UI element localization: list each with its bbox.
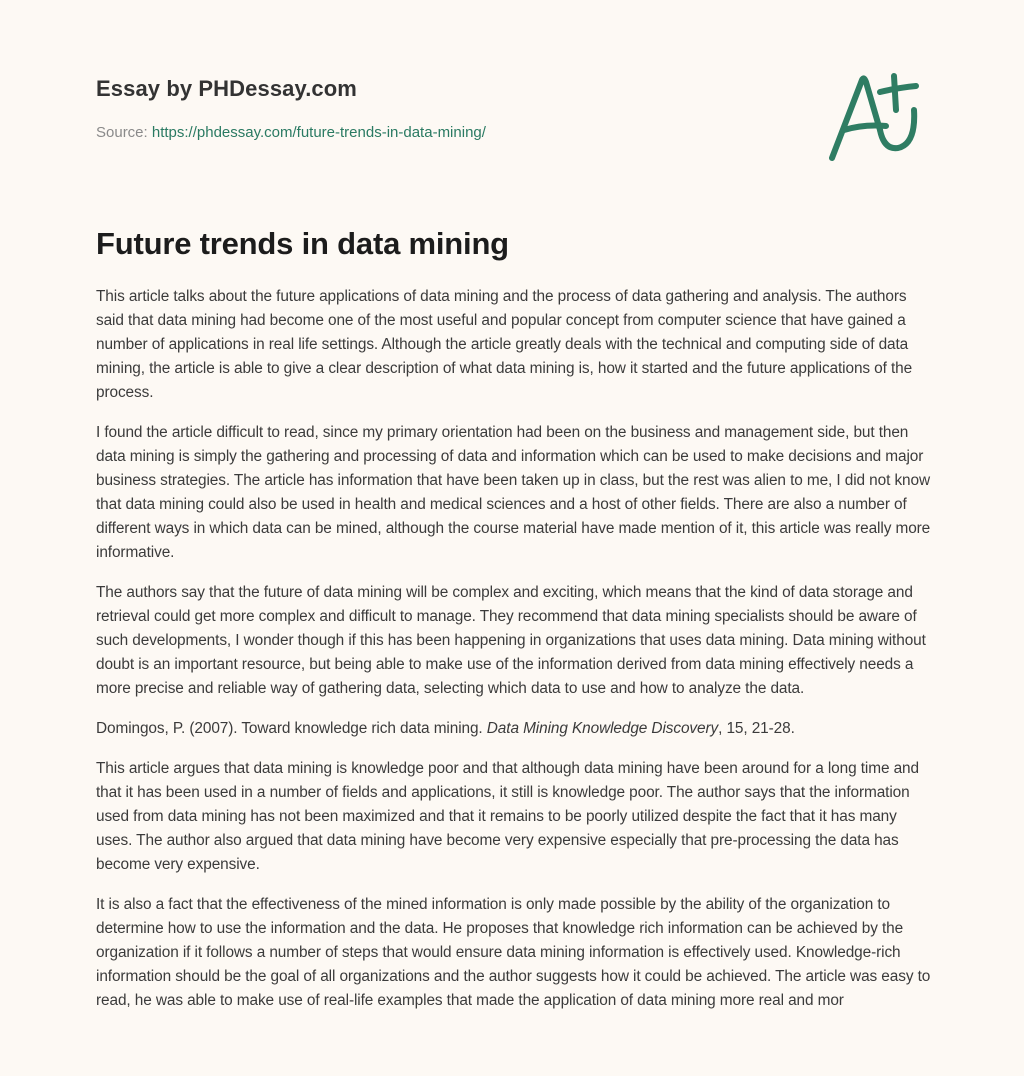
paragraph-1: This article talks about the future applications of data mining and the process of data gathering and analysis. The authors said that data mining had become one of the most useful and popular concept from computer science that have gained a number of applications in real life settings. Although the article greatly deals with the technical and computing side of data mining, the article is able to give a clear description of what data mining is, how it started and the future applications of the process. [96,288,913,401]
article-title: Future trends in data mining [96,226,509,261]
essay-page [96,0,936,1009]
brand-title: Essay by PHDessay.com [96,76,357,101]
paragraph-4: This article argues that data mining is knowledge poor and that although data mining have been around for a long time and that it has been used in a number of fields and applications, it still is knowledge poor. The author says that the information used from data mining has not been maximized and that it remains to be poorly utilized despite the fact that it has many uses. The author also argued that data mining have become very expensive especially that pre-processing the data has become very expensive. [96,760,919,873]
source-label: Source: [96,124,152,141]
article-body [96,285,936,1029]
citation [96,717,936,741]
source-line [96,124,486,141]
paragraph-2: I found the article difficult to read, since my primary orientation had been on the business and management side, but then data mining is simply the gathering and processing of data and information which can be used to make decisions and major business strategies. The article has information that have been taken up in class, but the rest was alien to me, I did not know that data mining could also be used in health and medical sciences and a host of other fields. There are also a number of different ways in which data can be mined, although the course material have made mention of it, this article was really more informative. [96,424,931,561]
citation-suffix: , 15, 21-28. [718,720,795,737]
a-plus-grade-icon [824,64,928,168]
paragraph-5: It is also a fact that the effectiveness of the mined information is only made possible by the ability of the organization to determine how to use the information and the data. He proposes that knowledge rich information can be achieved by the organization if it follows a number of steps that would ensure data mining information is effectively used. Knowledge-rich information should be the goal of all organizations and the author suggests how it could be achieved. The article was easy to read, he was able to make use of real-life examples that made the application of data mining more real and mor [96,896,931,1009]
citation-prefix: Domingos, P. (2007). Toward knowledge rich data mining. [96,720,487,737]
citation-journal: Data Mining Knowledge Discovery [486,720,719,737]
source-link[interactable]: https://phdessay.com/future-trends-in-data-mining/ [151,124,486,141]
paragraph-3: The authors say that the future of data mining will be complex and exciting, which means that the kind of data storage and retrieval could get more complex and difficult to manage. They recommend that data mining specialists should be aware of such developments, I wonder though if this has been happening in organizations that uses data mining. Data mining without doubt is an important resource, but being able to make use of the information derived from data mining effectively needs a more precise and reliable way of gathering data, selecting which data to use and how to analyze the data. [96,584,926,697]
page-header [96,0,936,190]
